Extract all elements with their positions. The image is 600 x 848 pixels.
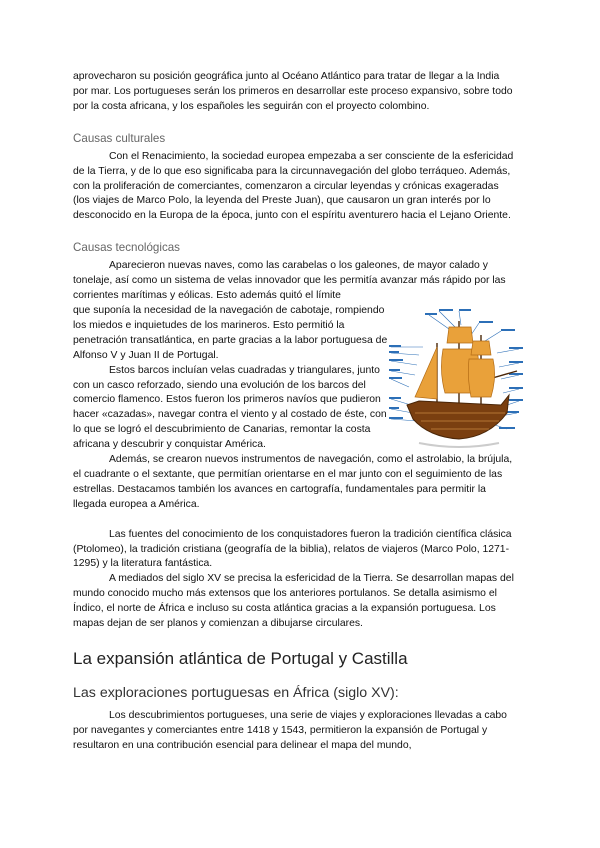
paragraph-culturales: Con el Renacimiento, la sociedad europea empezaba a ser consciente de la esfericidad de la Tierra, y de lo que eso significaba para la circunnavegación del globo terráqueo. Además, con la proliferación de comerciantes, comenzaron a circular leyendas y crónicas exageradas (los viajes de Marco Polo, la leyenda del Preste Juan), que causaron un gran interés por lo desconocido en la Europa de la época, junto con el espíritu aventurero hacia el Lejano Oriente.: [73, 150, 514, 222]
heading-expansion-atlantica: La expansión atlántica de Portugal y Castilla: [73, 649, 408, 668]
caravel-diagram-icon: [389, 309, 523, 455]
ship-shadow: [419, 443, 499, 447]
paragraph-tecnologicas-3: Además, se crearon nuevos instrumentos de navegación, como el astrolabio, la brújula, el cuadrante o el sextante, que permitían orientarse en el mar junto con el seguimiento de las estrellas. Destacamos también los avances en cartografía, fundamentales para permitir la llegada europea a América.: [73, 454, 513, 510]
paragraph-fuentes-2: A mediados del siglo XV se precisa la esfericidad de la Tierra. Se desarrollan mapas del mundo conocido mucho más extensos que los anteriores portulanos. Se detalla asimismo el Índico, el norte de África e incluso su costa atlántica gracias a la expansión portuguesa. Los mapas dejan de ser planos y comienzan a dibujarse circulares.: [73, 573, 514, 630]
sails: [415, 327, 495, 399]
heading-causas-tecnologicas: Causas tecnológicas: [73, 241, 180, 255]
intro-paragraph: aprovecharon su posición geográfica junto al Océano Atlántico para tratar de llegar a la India por mar. Los portugueses serán los primeros en desarrollar este proceso expansivo, sobre todo por la costa africana, y los españoles les seguirán con el proyecto colombino.: [73, 71, 513, 112]
heading-causas-culturales: Causas culturales: [73, 131, 166, 145]
paragraph-tecnologicas-1b: que suponía la necesidad de la navegación de cabotaje, rompiendo los miedos e inquietudes de los marineros. Esto permitió la penetración transatlántica, en parte gracias a la labor portuguesa de Alfonso V y Juan II de Portugal.: [73, 304, 388, 361]
paragraph-fuentes-1: Las fuentes del conocimiento de los conquistadores fueron la tradición científica clásica (Ptolomeo), la tradición cristiana (geografía de la biblia), relatos de viajeros (Marco Polo, 1271-1295) y la literatura fantástica.: [73, 528, 512, 570]
paragraph-expansion-1: Los descubrimientos portugueses, una serie de viajes y exploraciones llevadas a cabo por navegantes y comerciantes entre 1418 y 1543, permitieron la expansión de Portugal y resultaron en una contribución esencial para delinear el mapa del mundo,: [73, 710, 507, 751]
ship-hull: [407, 395, 509, 439]
subheading-exploraciones-portuguesas: Las exploraciones portuguesas en África (siglo XV):: [73, 685, 399, 701]
paragraph-tecnologicas-1a: Aparecieron nuevas naves, como las carabelas o los galeones, de mayor calado y tonelaje, así como un sistema de velas innovador que les permitía avanzar más rápido por las corrientes marítimas y eólicas. Esto además quitó el límite: [73, 260, 506, 302]
paragraph-tecnologicas-2: Estos barcos incluían velas cuadradas y triangulares, junto con un casco reforzado, siendo una evolución de los barcos del comercio flamenco. Estos fueron los primeros navíos que pudieron hacer «cazadas», navegar contra el viento y al costado de éste, con lo que se logró el descubrimiento de Canarias, remontar la costa africana y descubrir y conquistar América.: [73, 364, 387, 451]
